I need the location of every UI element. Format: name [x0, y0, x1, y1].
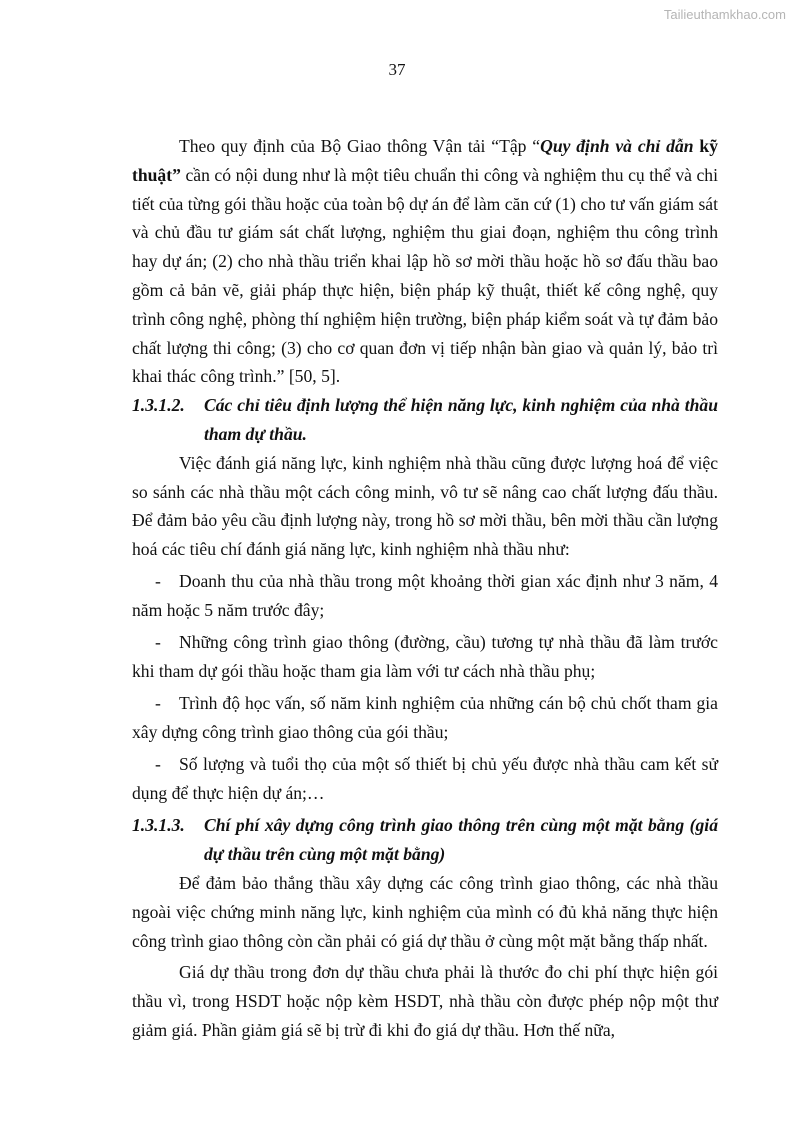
section-paragraph: Để đảm bảo thắng thầu xây dựng các công trình giao thông, các nhà thầu ngoài việc chứng minh năng lực, kinh nghiệm của mình có đủ khả năng thực hiện công trình giao thông còn cần phải có giá dự thầu ở cùng một mặt bằng thấp nhất.	[132, 872, 718, 951]
intro-text-start: Theo quy định của Bộ Giao thông Vận tải “Tập “	[179, 136, 541, 156]
list-item-text: Số lượng và tuổi thọ của một số thiết bị chủ yếu được nhà thầu cam kết sử dụng để thực hiện dự án;…	[132, 754, 718, 804]
list-item	[132, 567, 718, 625]
bullet-dash: -	[155, 632, 161, 653]
section-paragraph: Giá dự thầu trong đơn dự thầu chưa phải là thước đo chi phí thực hiện gói thầu vì, trong HSDT hoặc nộp kèm HSDT, nhà thầu còn được phép nộp một thư giảm giá. Phần giảm giá sẽ bị trừ đi khi đo giá dự thầu. Hơn thế nữa,	[132, 962, 718, 1040]
section-title: Chí phí xây dựng công trình giao thông trên cùng một mặt bằng (giá dự thầu trên cùng một mặt bằng)	[204, 815, 718, 865]
section-heading-1-3-1-3	[132, 811, 718, 869]
bullet-dash: -	[155, 754, 161, 775]
page-number: 37	[388, 60, 406, 79]
intro-text-rest: cần có nội dung như là một tiêu chuẩn thi công và nghiệm thu cụ thể và chi tiết của từng gói thầu hoặc của toàn bộ dự án để làm căn cứ (1) cho tư vấn giám sát và chủ đầu tư giám sát chất lượng, nghiệm thu giai đoạn, nghiệm thu công trình hay dự án; (2) cho nhà thầu triển khai lập hồ sơ mời thầu hoặc hồ sơ đấu thầu bao gồm cả bản vẽ, giải pháp thực hiện, biện pháp kỹ thuật, thiết kế công nghệ, quy trình công nghệ, phòng thí nghiệm hiện trường, biện pháp kiểm soát và tự đảm bảo chất lượng thi công; (3) cho cơ quan đơn vị tiếp nhận bàn giao và quản lý, bảo trì khai thác công trình.” [50, 5].	[132, 164, 718, 387]
bullet-dash: -	[155, 570, 161, 591]
bullet-dash: -	[155, 693, 161, 714]
list-item-text: Doanh thu của nhà thầu trong một khoảng thời gian xác định như 3 năm, 4 năm hoặc 5 năm trước đây;	[132, 570, 718, 620]
intro-paragraph	[132, 132, 718, 391]
list-item	[132, 750, 718, 808]
intro-bold-title: kỹ thuật”	[132, 136, 718, 185]
document-body	[132, 132, 718, 1045]
intro-bold-italic-title: Quy định và chỉ dẫn	[540, 136, 694, 156]
list-item	[132, 689, 718, 747]
section-number: 1.3.1.3.	[132, 815, 185, 836]
bullet-list	[132, 567, 718, 808]
section-heading-1-3-1-2	[132, 391, 718, 449]
section-title: Các chỉ tiêu định lượng thể hiện năng lực, kinh nghiệm của nhà thầu tham dự thầu.	[204, 395, 718, 444]
list-item	[132, 628, 718, 686]
watermark: Tailieuthamkhao.com	[663, 7, 786, 22]
section-paragraph: Việc đánh giá năng lực, kinh nghiệm nhà thầu cũng được lượng hoá để việc so sánh các nhà thầu một cách công minh, vô tư sẽ nâng cao chất lượng đấu thầu. Để đảm bảo yêu cầu định lượng này, trong hồ sơ mời thầu, bên mời thầu cần lượng hoá các tiêu chí đánh giá năng lực, kinh nghiệm nhà thầu như:	[132, 452, 718, 560]
list-item-text: Trình độ học vấn, số năm kinh nghiệm của những cán bộ chủ chốt tham gia xây dựng công trình giao thông của gói thầu;	[132, 693, 718, 742]
list-item-text: Những công trình giao thông (đường, cầu) tương tự nhà thầu đã làm trước khi tham dự gói thầu hoặc tham gia làm với tư cách nhà thầu phụ;	[132, 632, 718, 681]
section-number: 1.3.1.2.	[132, 395, 185, 416]
